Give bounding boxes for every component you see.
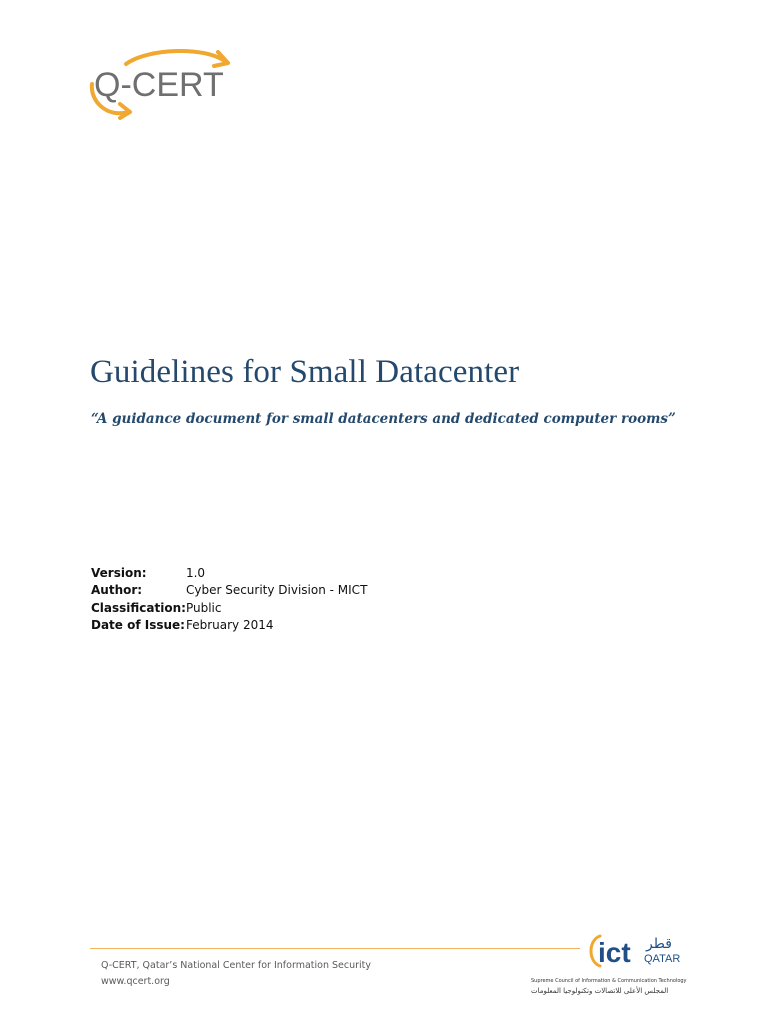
q-cert-logo (88, 46, 238, 122)
ict-qatar-logo-graphic (586, 928, 682, 972)
ict-logo-qatar: QATAR (644, 953, 681, 965)
footer-divider (90, 948, 580, 949)
metadata-value: February 2014 (185, 618, 274, 633)
document-title: Guidelines for Small Datacenter (90, 354, 520, 390)
metadata-row-version (91, 564, 367, 582)
document-subtitle: “A guidance document for small datacenters and dedicated computer rooms” (91, 411, 676, 427)
metadata-row-classification (91, 599, 367, 617)
ict-qatar-logo (586, 928, 682, 972)
ict-caption-english: Supreme Council of Information & Communication Technology (531, 978, 687, 984)
metadata-value: Public (185, 600, 222, 615)
metadata-label: Author: (91, 583, 143, 598)
ict-logo-arabic: قطر (646, 936, 672, 952)
ict-logo-text: ict (598, 937, 631, 968)
metadata-row-author (91, 582, 367, 600)
document-metadata (91, 564, 367, 634)
q-cert-logo-text: Q-CERT (94, 66, 224, 104)
metadata-label: Date of Issue: (91, 618, 185, 633)
q-cert-logo-graphic (88, 46, 238, 122)
metadata-value: 1.0 (185, 565, 206, 580)
metadata-value: Cyber Security Division - MICT (185, 583, 368, 598)
ict-caption-arabic: المجلس الأعلى للاتصالات وتكنولوجيا المعلومات (531, 987, 669, 995)
metadata-label: Classification: (91, 600, 186, 615)
metadata-row-date-of-issue (91, 617, 367, 635)
metadata-label: Version: (91, 565, 147, 580)
footer-organization: Q-CERT, Qatar’s National Center for Information Security (101, 960, 372, 971)
footer-website-link[interactable]: www.qcert.org (101, 976, 170, 987)
